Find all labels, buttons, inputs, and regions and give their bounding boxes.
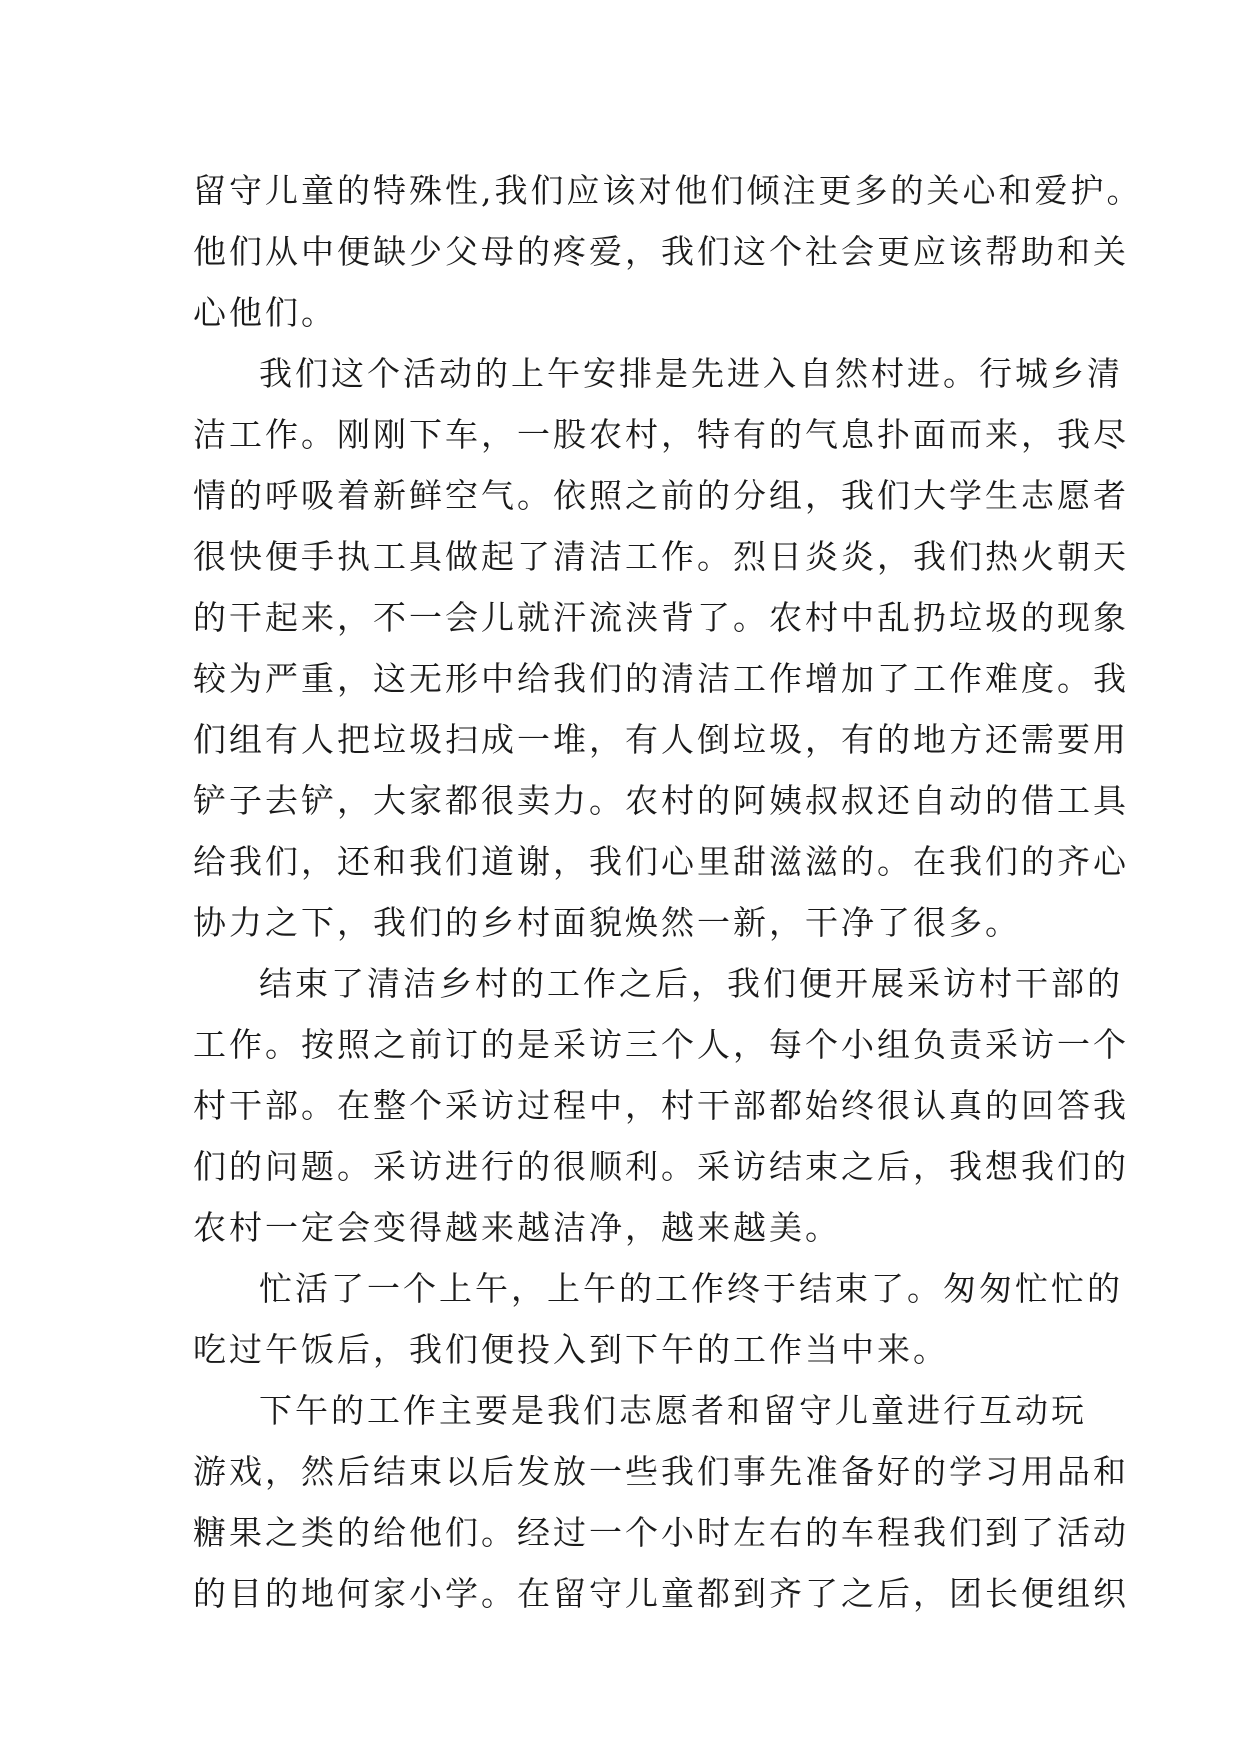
text-line: 洁工作。刚刚下车，一股农村，特有的气息扑面而来，我尽 xyxy=(193,415,1129,454)
text-line: 很快便手执工具做起了清洁工作。烈日炎炎，我们热火朝天 xyxy=(193,537,1129,576)
text-line: 工作。按照之前订的是采访三个人，每个小组负责采访一个 xyxy=(193,1025,1129,1064)
text-line: 较为严重，这无形中给我们的清洁工作增加了工作难度。我 xyxy=(193,659,1129,698)
text-line: 吃过午饭后，我们便投入到下午的工作当中来。 xyxy=(193,1330,949,1369)
text-line: 村干部。在整个采访过程中，村干部都始终很认真的回答我 xyxy=(193,1086,1129,1125)
paragraph-first-line: 结束了清洁乡村的工作之后，我们便开展采访村干部的 xyxy=(259,964,1123,1003)
text-line: 给我们，还和我们道谢，我们心里甜滋滋的。在我们的齐心 xyxy=(193,842,1129,881)
text-line: 情的呼吸着新鲜空气。依照之前的分组，我们大学生志愿者 xyxy=(193,476,1129,515)
text-line: 游戏，然后结束以后发放一些我们事先准备好的学习用品和 xyxy=(193,1452,1129,1491)
text-line: 的目的地何家小学。在留守儿童都到齐了之后，团长便组织 xyxy=(193,1574,1129,1613)
paragraph-first-line: 下午的工作主要是我们志愿者和留守儿童进行互动玩 xyxy=(259,1391,1087,1430)
text-line: 心他们。 xyxy=(193,293,337,332)
text-line: 农村一定会变得越来越洁净，越来越美。 xyxy=(193,1208,841,1247)
text-line: 铲子去铲，大家都很卖力。农村的阿姨叔叔还自动的借工具 xyxy=(193,781,1129,820)
text-line: 糖果之类的给他们。经过一个小时左右的车程我们到了活动 xyxy=(193,1513,1129,1552)
paragraph-first-line: 我们这个活动的上午安排是先进入自然村进。行城乡清 xyxy=(259,354,1123,393)
paragraph-first-line: 忙活了一个上午，上午的工作终于结束了。匆匆忙忙的 xyxy=(259,1269,1123,1308)
text-line: 他们从中便缺少父母的疼爱，我们这个社会更应该帮助和关 xyxy=(193,232,1129,271)
text-line: 们组有人把垃圾扫成一堆，有人倒垃圾，有的地方还需要用 xyxy=(193,720,1129,759)
document-body xyxy=(193,160,1143,1624)
text-line: 们的问题。采访进行的很顺利。采访结束之后，我想我们的 xyxy=(193,1147,1129,1186)
text-line: 协力之下，我们的乡村面貌焕然一新，干净了很多。 xyxy=(193,903,1021,942)
text-line: 的干起来，不一会儿就汗流浃背了。农村中乱扔垃圾的现象 xyxy=(193,598,1129,637)
text-line: 留守儿童的特殊性,我们应该对他们倾注更多的关心和爱护。 xyxy=(193,171,1143,210)
